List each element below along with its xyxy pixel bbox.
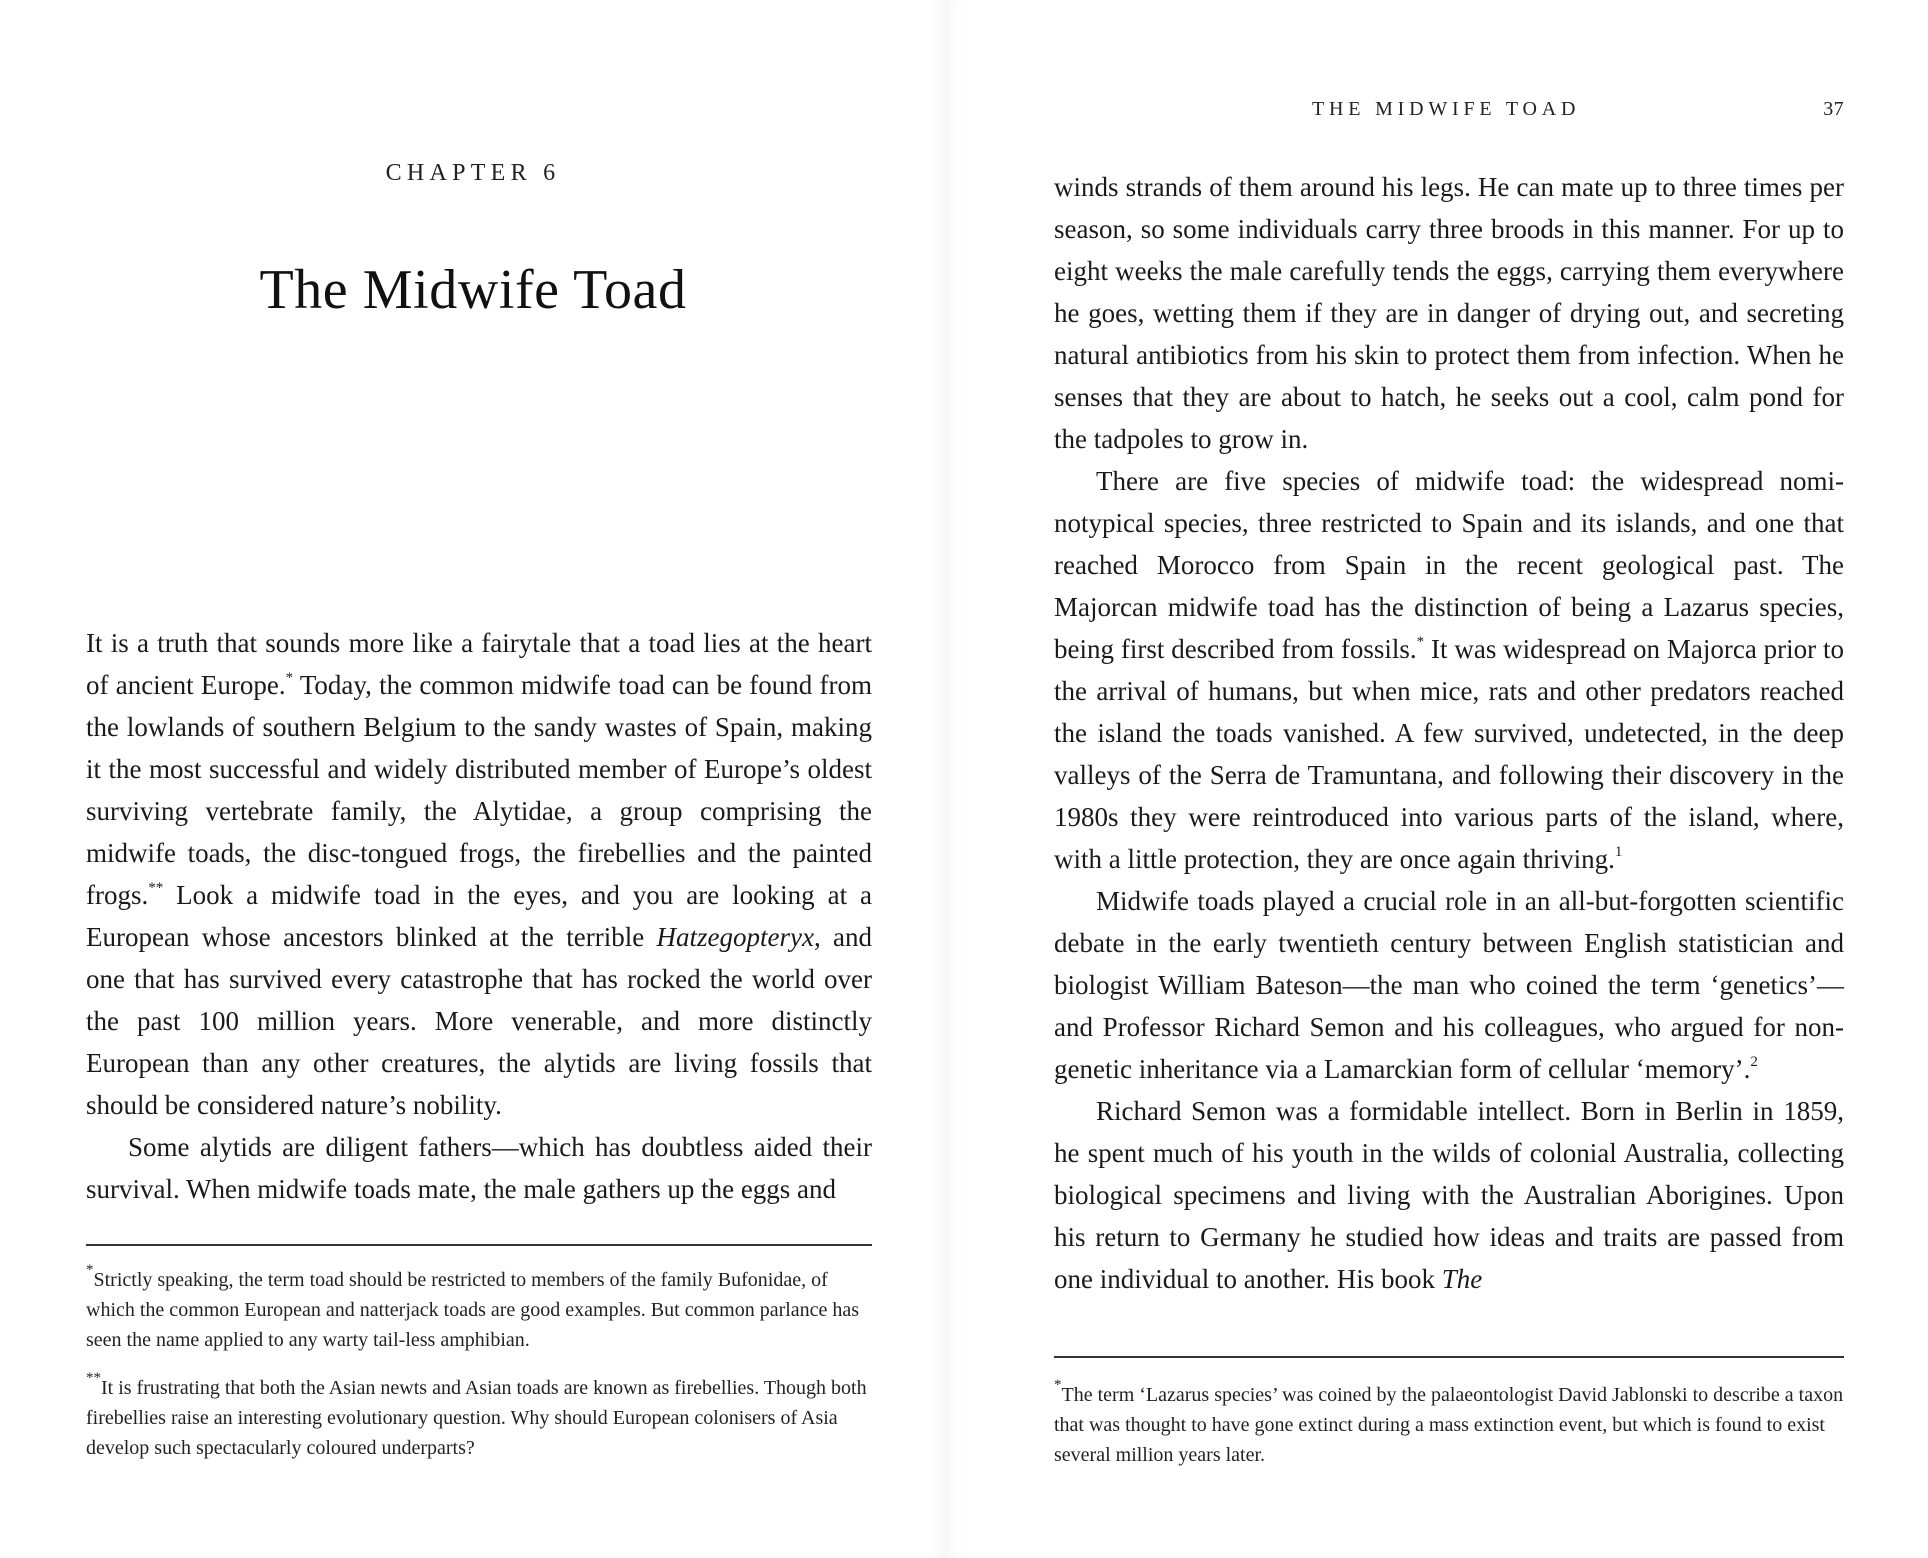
footnote-marker: * <box>1054 1377 1062 1393</box>
footnote-marker: * <box>1416 634 1425 650</box>
endnote-marker: 1 <box>1614 844 1623 860</box>
endnote-marker: 2 <box>1750 1054 1758 1070</box>
footnote <box>86 1370 872 1463</box>
paragraph <box>1054 460 1844 880</box>
chapter-title: The Midwife Toad <box>259 259 687 321</box>
paragraph <box>1054 1090 1844 1300</box>
paragraph-text: Look a midwife toad in the eyes, and you are looking at a European whose ancestors blinked at the terrible <box>86 880 872 952</box>
footnote-divider <box>1054 1356 1844 1358</box>
paragraph-text: Today, the common midwife toad can be found from the lowlands of southern Belgium to the sandy wastes of Spain, making it the most successful and widely distributed member of Europe’s oldest surviving vertebrate family, the Alytidae, a group comprising the midwife toads, the disc-tongued frogs, the firebellies and the painted frogs. <box>86 670 872 910</box>
running-title: THE MIDWIFE TOAD <box>1312 98 1581 120</box>
left-footnotes <box>86 1262 872 1481</box>
footnote-marker: * <box>285 670 294 686</box>
italic-term: Hatzegopteryx <box>656 922 814 952</box>
left-body-text <box>86 622 872 1210</box>
footnote-text: It is frustrating that both the Asian newts and Asian toads are known as firebellies. Though both firebellies raise an interesting evolutionary question. Why should European colonisers of Asia develop such spectacularly coloured underparts? <box>86 1377 867 1459</box>
chapter-label: CHAPTER 6 <box>385 160 561 186</box>
paragraph: winds strands of them around his legs. He can mate up to three times per season, so some individuals carry three broods in this manner. For up to eight weeks the male carefully tends the eggs, carrying them everywhere he goes, wetting them if they are in danger of drying out, and secreting natural antibiotics from his skin to protect them from infection. When he senses that they are about to hatch, he seeks out a cool, calm pond for the tadpoles to grow in. <box>1054 172 1844 454</box>
paragraph-text: Midwife toads played a crucial role in an all-but-forgotten scientific debate in the early twentieth century between English statistician and biologist William Bateson—the man who coined the term ‘genetics’—and Professor Richard Semon and his colleagues, who argued for non-genetic inheritance via a Lamarckian form of cellular ‘memory’. <box>1054 886 1844 1084</box>
footnote <box>1054 1377 1844 1470</box>
paragraph <box>86 622 872 1126</box>
right-footnotes <box>1054 1377 1844 1488</box>
paragraph: Some alytids are diligent fathers—which has doubtless aided their survival. When midwife toads mate, the male gathers up the eggs and <box>86 1132 872 1204</box>
footnote-text: Strictly speaking, the term toad should be restricted to members of the family Bufonidae, of which the common European and natterjack toads are good examples. But common parlance has seen the name applied to any warty tail-less amphibian. <box>86 1269 860 1351</box>
footnote-text: The term ‘Lazarus species’ was coined by the palaeontologist David Jablonski to describe a taxon that was thought to have gone extinct during a mass extinction event, but which is found to exist several million years later. <box>1054 1384 1844 1466</box>
footnote-marker: ** <box>148 880 164 896</box>
paragraph-text: It was widespread on Majorca prior to the arrival of humans, but when mice, rats and other predators reached the island the toads vanished. A few survived, undetected, in the deep valleys of the Serra de Tramuntana, and following their discovery in the 1980s they were reintroduced into various parts of the island, where, with a little protection, they are once again thriving. <box>1054 634 1845 874</box>
paragraph-text: Richard Semon was a formidable intellect. Born in Berlin in 1859, he spent much of his youth in the wilds of colonial Australia, collecting biological specimens and living with the Australian Aborigines. Upon his return to Germany he studied how ideas and traits are passed from one individual to another. His book <box>1054 1096 1844 1294</box>
left-page <box>0 0 946 1558</box>
italic-term: The <box>1441 1264 1483 1294</box>
footnote-divider <box>86 1244 872 1246</box>
page-number: 37 <box>1823 98 1844 120</box>
paragraph-text: , and one that has survived every catastrophe that has rocked the world over the past 100 million years. More venerable, and more distinctly European than any other creatures, the alytids are living fossils that should be considered nature’s nobility. <box>86 922 872 1120</box>
paragraph <box>1054 880 1844 1090</box>
footnote-marker: * <box>86 1262 94 1278</box>
footnote-marker: ** <box>86 1370 101 1386</box>
right-body-text <box>1054 166 1844 1300</box>
paragraph-text: There are five species of midwife toad: the widespread nominotypical species, three restricted to Spain and its islands, and one that reached Morocco from Spain in the recent geological past. The Majorcan midwife toad has the distinction of being a Lazarus species, being first described from fossils. <box>1054 466 1844 664</box>
paragraph-text: It is a truth that sounds more like a fairytale that a toad lies at the heart of ancient Europe. <box>86 628 872 700</box>
footnote <box>86 1262 872 1355</box>
